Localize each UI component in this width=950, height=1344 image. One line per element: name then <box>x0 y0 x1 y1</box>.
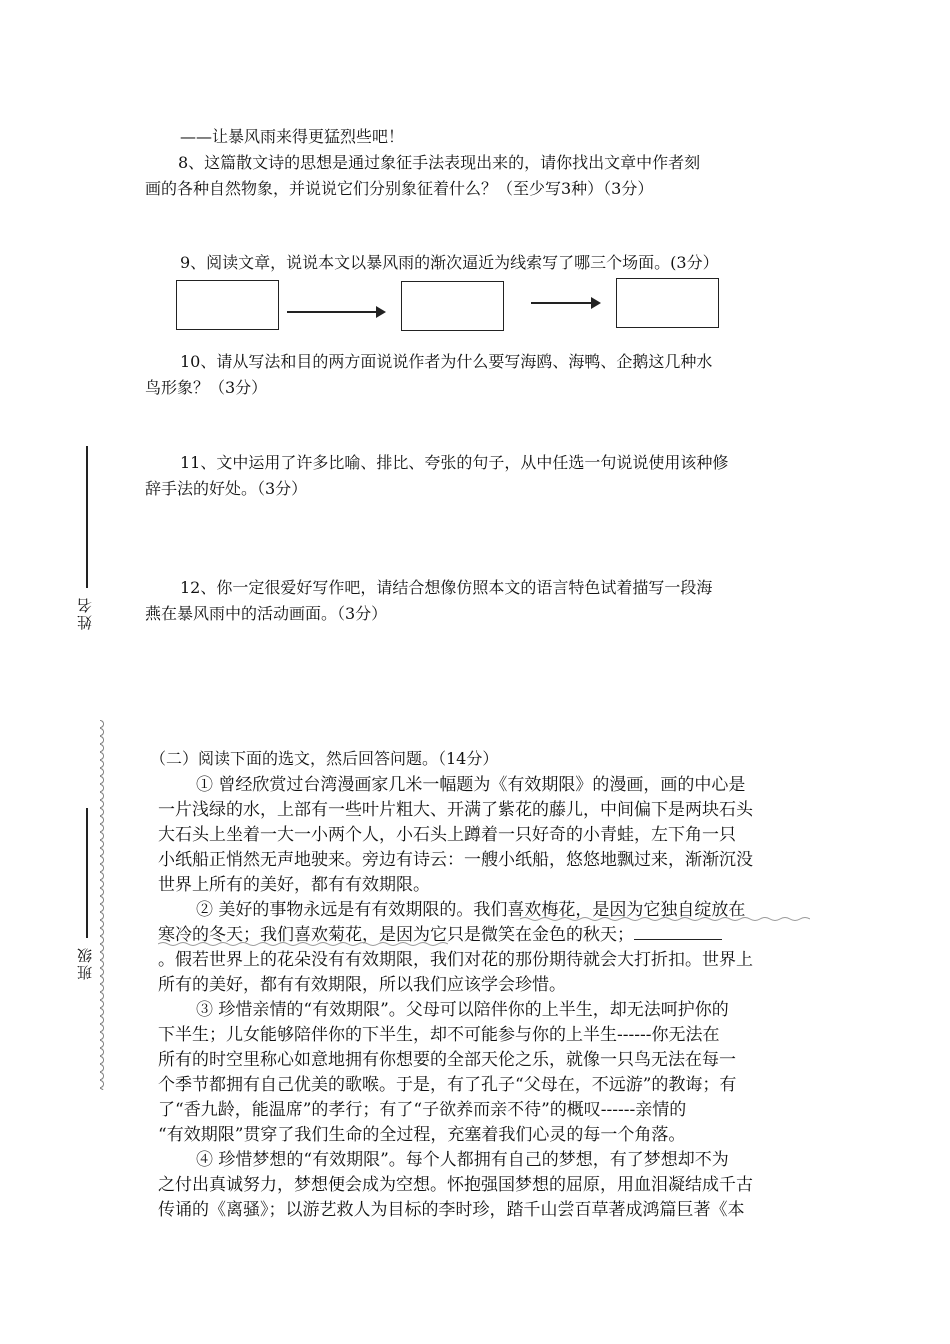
passage-line: 大石头上坐着一大一小两个人，小石头上蹲着一只好奇的小青蛙，左下角一只 <box>158 825 736 845</box>
passage-line: 之付出真诚努力，梦想便会成为空想。怀抱强国梦想的屈原，用血泪凝结成千古 <box>158 1175 753 1195</box>
class-field-line[interactable] <box>86 808 88 938</box>
passage-line: ③ 珍惜亲情的“有效期限”。父母可以陪伴你的上半生，却无法呵护你的 <box>196 1000 729 1020</box>
passage-line: 下半生；儿女能够陪伴你的下半生，却不可能参与你的上半生------你无法在 <box>158 1025 720 1045</box>
question-8-line2: 画的各种自然物象，并说说它们分别象征着什么？（至少写3种）（3分） <box>145 179 654 198</box>
question-11-line1: 11、文中运用了许多比喻、排比、夸张的句子，从中任选一句说说使用该种修 <box>180 453 729 472</box>
arrow-right-icon <box>287 311 384 313</box>
name-field-line[interactable] <box>86 446 88 588</box>
passage-line: 一片浅绿的水，上部有一些叶片粗大、开满了紫花的藤儿，中间偏下是两块石头 <box>158 800 753 820</box>
question-12-line1: 12、你一定很爱好写作吧，请结合想像仿照本文的语言特色试着描写一段海 <box>180 578 713 597</box>
passage-line: ② 美好的事物永远是有有效期限的。我们喜欢梅花，是因为它独自绽放在 <box>196 900 746 920</box>
question-12-line2: 燕在暴风雨中的活动画面。（3分） <box>145 604 388 623</box>
arrow-right-icon <box>531 302 599 304</box>
name-label: 姓名 <box>76 596 94 630</box>
passage-line: 所有的时空里称心如意地拥有你想要的全部天伦之乐，就像一只鸟无法在每一 <box>158 1050 736 1070</box>
question-10-line1: 10、请从写法和目的两方面说说作者为什么要写海鸥、海鸭、企鹅这几种水 <box>180 352 713 371</box>
passage-line: “有效期限”贯穿了我们生命的全过程，充塞着我们心灵的每一个角落。 <box>158 1125 686 1145</box>
closing-line: ——让暴风雨来得更猛烈些吧！ <box>180 127 405 146</box>
question-10-line2: 鸟形象？（3分） <box>145 378 268 397</box>
question-9: 9、阅读文章，说说本文以暴风雨的渐次逼近为线索写了哪三个场面。(3分） <box>180 253 719 272</box>
passage-line: 世界上所有的美好，都有有效期限。 <box>158 875 430 895</box>
passage-line: 所有的美好，都有有效期限，所以我们应该学会珍惜。 <box>158 975 566 995</box>
fill-in-blank[interactable] <box>634 923 722 940</box>
part2-heading: （二）阅读下面的选文，然后回答问题。（14分） <box>150 749 499 768</box>
class-label: 班级 <box>76 946 94 980</box>
passage-line: 传诵的《离骚》；以游艺救人为目标的李时珍，踏千山尝百草著成鸿篇巨著《本 <box>158 1200 745 1220</box>
passage-line: 了“香九龄，能温席”的孝行；有了“子欲养而亲不待”的概叹------亲情的 <box>158 1100 687 1120</box>
answer-box-2[interactable] <box>401 281 504 331</box>
question-11-line2: 辞手法的好处。（3分） <box>145 479 308 498</box>
passage-line: 个季节都拥有自己优美的歌喉。于是，有了孔子“父母在，不远游”的教诲；有 <box>158 1075 737 1095</box>
passage-line: 。假若世界上的花朵没有有效期限，我们对花的那份期待就会大打折扣。世界上 <box>158 950 753 970</box>
passage-line: ① 曾经欣赏过台湾漫画家几米一幅题为《有效期限》的漫画，画的中心是 <box>196 775 746 795</box>
question-8-line1: 8、这篇散文诗的思想是通过象征手法表现出来的，请你找出文章中作者刻 <box>178 153 701 172</box>
passage-line: 寒冷的冬天；我们喜欢菊花，是因为它只是微笑在金色的秋天； <box>158 925 634 945</box>
answer-box-3[interactable] <box>616 278 719 328</box>
passage-line: 小纸船正悄然无声地驶来。旁边有诗云：一艘小纸船，悠悠地飘过来，渐渐沉没 <box>158 850 753 870</box>
passage-line: ④ 珍惜梦想的“有效期限”。每个人都拥有自己的梦想，有了梦想却不为 <box>196 1150 729 1170</box>
binding-line <box>100 720 108 1090</box>
answer-box-1[interactable] <box>176 280 279 330</box>
